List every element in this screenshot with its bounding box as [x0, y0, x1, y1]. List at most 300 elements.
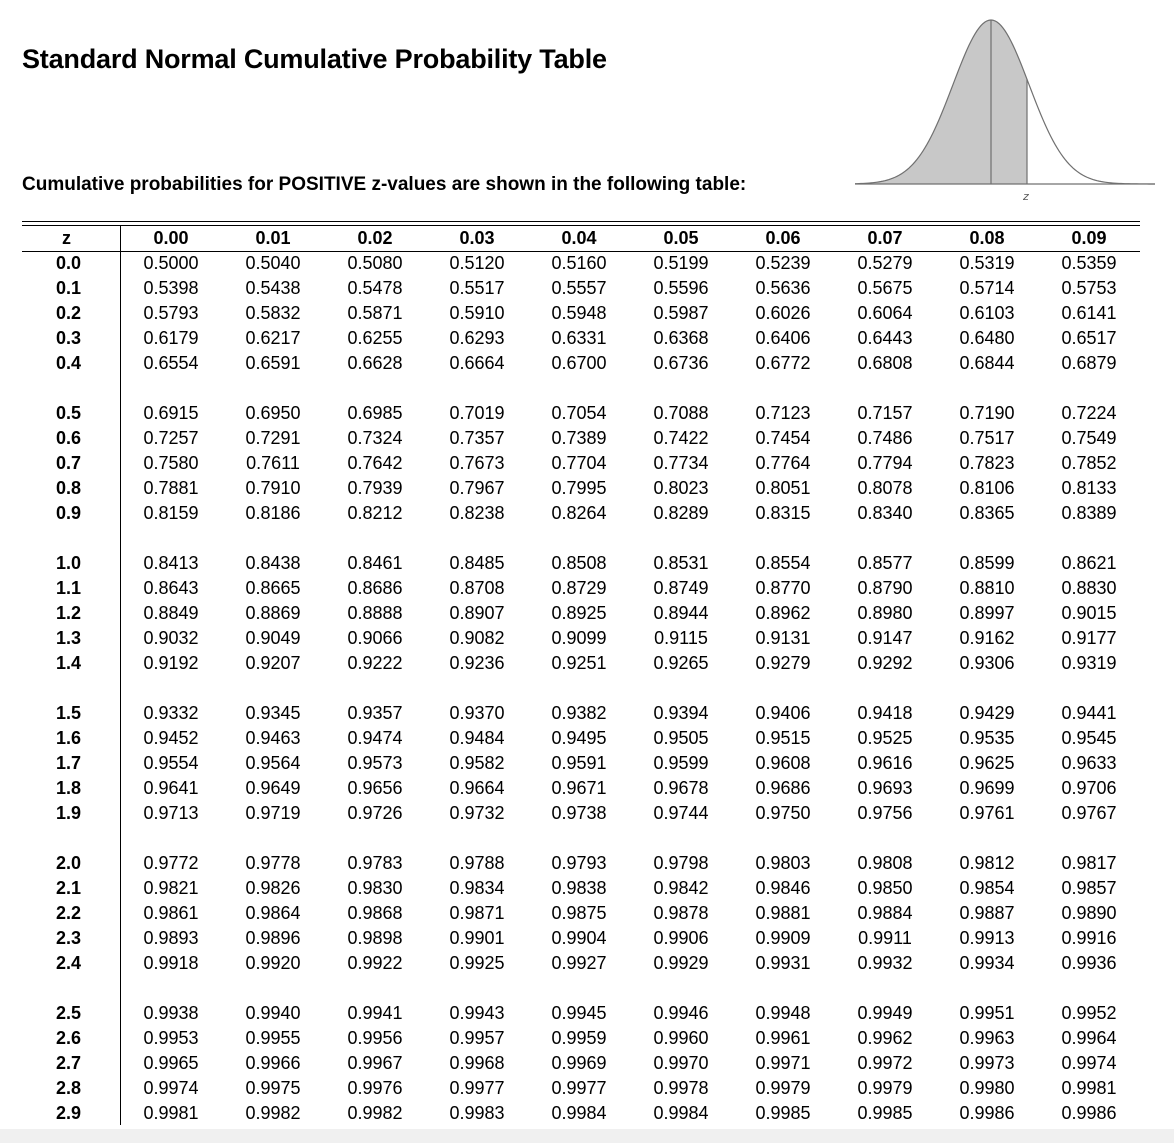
table-row [22, 1076, 1140, 1101]
probability-cell: 0.9406 [755, 703, 811, 723]
probability-cell: 0.9968 [449, 1053, 505, 1073]
probability-cell: 0.9875 [551, 903, 607, 923]
z-value-cell: 0.8 [56, 478, 82, 498]
group-spacer [22, 826, 1140, 851]
probability-cell: 0.5871 [347, 303, 403, 323]
probability-cell: 0.7257 [143, 428, 199, 448]
probability-cell: 0.6331 [551, 328, 607, 348]
probability-cell: 0.9582 [449, 753, 505, 773]
probability-cell: 0.5160 [551, 253, 607, 273]
probability-cell: 0.9884 [857, 903, 913, 923]
header-row [22, 226, 1140, 251]
probability-cell: 0.9957 [449, 1028, 505, 1048]
probability-cell: 0.9345 [245, 703, 301, 723]
probability-cell: 0.5199 [653, 253, 709, 273]
probability-cell: 0.7190 [959, 403, 1015, 423]
probability-cell: 0.9599 [653, 753, 709, 773]
probability-cell: 0.9319 [1061, 653, 1117, 673]
probability-cell: 0.9429 [959, 703, 1015, 723]
probability-cell: 0.9370 [449, 703, 505, 723]
probability-cell: 0.9977 [449, 1078, 505, 1098]
table-row [22, 451, 1140, 476]
probability-cell: 0.8577 [857, 553, 913, 573]
probability-cell: 0.6879 [1061, 353, 1117, 373]
probability-cell: 0.9783 [347, 853, 403, 873]
page-title: Standard Normal Cumulative Probability Table [22, 44, 607, 74]
probability-cell: 0.9761 [959, 803, 1015, 823]
probability-cell: 0.9969 [551, 1053, 607, 1073]
probability-cell: 0.9949 [857, 1003, 913, 1023]
table-row [22, 876, 1140, 901]
probability-cell: 0.7734 [653, 453, 709, 473]
probability-cell: 0.5438 [245, 278, 301, 298]
probability-cell: 0.9817 [1061, 853, 1117, 873]
probability-cell: 0.8790 [857, 578, 913, 598]
probability-cell: 0.9616 [857, 753, 913, 773]
probability-cell: 0.8078 [857, 478, 913, 498]
probability-cell: 0.7517 [959, 428, 1015, 448]
probability-cell: 0.9082 [449, 628, 505, 648]
probability-cell: 0.8340 [857, 503, 913, 523]
probability-cell: 0.8365 [959, 503, 1015, 523]
probability-cell: 0.8461 [347, 553, 403, 573]
probability-cell: 0.6591 [245, 353, 301, 373]
probability-cell: 0.7324 [347, 428, 403, 448]
probability-cell: 0.9525 [857, 728, 913, 748]
probability-cell: 0.9207 [245, 653, 301, 673]
probability-cell: 0.9857 [1061, 878, 1117, 898]
z-value-cell: 0.5 [56, 403, 82, 423]
probability-cell: 0.9015 [1061, 603, 1117, 623]
probability-cell: 0.5753 [1061, 278, 1117, 298]
group-spacer [22, 526, 1140, 551]
probability-cell: 0.9452 [143, 728, 199, 748]
table-subtitle: Cumulative probabilities for POSITIVE z-values are shown in the following table: [22, 174, 747, 195]
probability-cell: 0.9904 [551, 928, 607, 948]
probability-cell: 0.7852 [1061, 453, 1117, 473]
probability-cell: 0.9965 [143, 1053, 199, 1073]
probability-cell: 0.8413 [143, 553, 199, 573]
probability-cell: 0.6179 [143, 328, 199, 348]
probability-cell: 0.8729 [551, 578, 607, 598]
probability-cell: 0.9738 [551, 803, 607, 823]
table-row [22, 351, 1140, 376]
probability-cell: 0.6736 [653, 353, 709, 373]
probability-cell: 0.9932 [857, 953, 913, 973]
probability-cell: 0.8925 [551, 603, 607, 623]
probability-cell: 0.9812 [959, 853, 1015, 873]
probability-cell: 0.9929 [653, 953, 709, 973]
probability-cell: 0.9834 [449, 878, 505, 898]
z-value-cell: 1.0 [56, 553, 82, 573]
probability-cell: 0.9982 [245, 1103, 301, 1123]
probability-cell: 0.6517 [1061, 328, 1117, 348]
z-value-cell: 1.2 [56, 603, 82, 623]
probability-cell: 0.9066 [347, 628, 403, 648]
probability-cell: 0.9984 [653, 1103, 709, 1123]
probability-cell: 0.8980 [857, 603, 913, 623]
probability-cell: 0.6026 [755, 303, 811, 323]
probability-cell: 0.9961 [755, 1028, 811, 1048]
table-row [22, 626, 1140, 651]
probability-cell: 0.9970 [653, 1053, 709, 1073]
table-row [22, 701, 1140, 726]
probability-cell: 0.9986 [1061, 1103, 1117, 1123]
probability-cell: 0.8023 [653, 478, 709, 498]
z-value-cell: 1.6 [56, 728, 82, 748]
probability-cell: 0.9664 [449, 778, 505, 798]
table-row [22, 401, 1140, 426]
probability-cell: 0.9966 [245, 1053, 301, 1073]
probability-cell: 0.9826 [245, 878, 301, 898]
probability-cell: 0.8238 [449, 503, 505, 523]
probability-cell: 0.9767 [1061, 803, 1117, 823]
probability-cell: 0.9821 [143, 878, 199, 898]
probability-cell: 0.9911 [858, 928, 912, 948]
z-value-cell: 0.9 [56, 503, 82, 523]
probability-cell: 0.5080 [347, 253, 403, 273]
probability-cell: 0.9713 [143, 803, 199, 823]
probability-cell: 0.9983 [449, 1103, 505, 1123]
probability-cell: 0.7422 [653, 428, 709, 448]
probability-cell: 0.8264 [551, 503, 607, 523]
z-value-cell: 1.1 [56, 578, 82, 598]
probability-cell: 0.9890 [1061, 903, 1117, 923]
z-value-cell: 1.5 [56, 703, 82, 723]
table-row [22, 651, 1140, 676]
probability-cell: 0.9941 [347, 1003, 403, 1023]
probability-cell: 0.6217 [245, 328, 301, 348]
probability-cell: 0.9115 [654, 628, 708, 648]
probability-cell: 0.9953 [143, 1028, 199, 1048]
probability-cell: 0.9332 [143, 703, 199, 723]
shaded-area [855, 20, 1027, 184]
probability-cell: 0.9920 [245, 953, 301, 973]
probability-cell: 0.9778 [245, 853, 301, 873]
z-value-cell: 0.1 [56, 278, 82, 298]
probability-cell: 0.9881 [755, 903, 811, 923]
probability-cell: 0.7454 [755, 428, 811, 448]
probability-cell: 0.5517 [449, 278, 505, 298]
probability-cell: 0.9979 [857, 1078, 913, 1098]
probability-cell: 0.9049 [245, 628, 301, 648]
probability-cell: 0.9974 [143, 1078, 199, 1098]
probability-cell: 0.6554 [143, 353, 199, 373]
probability-cell: 0.9756 [857, 803, 913, 823]
probability-cell: 0.9032 [143, 628, 199, 648]
probability-cell: 0.9898 [347, 928, 403, 948]
probability-cell: 0.9901 [449, 928, 505, 948]
probability-cell: 0.9945 [551, 1003, 607, 1023]
z-value-cell: 0.0 [56, 253, 82, 273]
probability-cell: 0.8869 [245, 603, 301, 623]
probability-cell: 0.6255 [347, 328, 403, 348]
group-spacer [22, 676, 1140, 701]
probability-cell: 0.9803 [755, 853, 811, 873]
table-row [22, 776, 1140, 801]
probability-cell: 0.6368 [653, 328, 709, 348]
probability-cell: 0.8106 [959, 478, 1015, 498]
probability-cell: 0.8133 [1061, 478, 1117, 498]
probability-cell: 0.8686 [347, 578, 403, 598]
probability-cell: 0.5714 [959, 278, 1015, 298]
probability-cell: 0.7967 [449, 478, 505, 498]
probability-cell: 0.6700 [551, 353, 607, 373]
probability-cell: 0.9913 [959, 928, 1015, 948]
probability-cell: 0.9981 [143, 1103, 199, 1123]
table-row [22, 726, 1140, 751]
table-row [22, 951, 1140, 976]
probability-cell: 0.7357 [449, 428, 505, 448]
group-spacer [22, 376, 1140, 401]
table-row [22, 926, 1140, 951]
z-value-cell: 0.2 [56, 303, 82, 323]
probability-cell: 0.9960 [653, 1028, 709, 1048]
probability-cell: 0.9979 [755, 1078, 811, 1098]
probability-cell: 0.9952 [1061, 1003, 1117, 1023]
probability-cell: 0.8315 [755, 503, 811, 523]
table-row [22, 501, 1140, 526]
probability-cell: 0.9382 [551, 703, 607, 723]
probability-cell: 0.8212 [347, 503, 403, 523]
probability-cell: 0.9909 [755, 928, 811, 948]
probability-cell: 0.5596 [653, 278, 709, 298]
probability-cell: 0.9279 [755, 653, 811, 673]
probability-cell: 0.8770 [755, 578, 811, 598]
probability-cell: 0.9251 [551, 653, 607, 673]
probability-cell: 0.9693 [857, 778, 913, 798]
probability-cell: 0.5398 [143, 278, 199, 298]
probability-cell: 0.8830 [1061, 578, 1117, 598]
probability-cell: 0.9975 [245, 1078, 301, 1098]
probability-cell: 0.5557 [551, 278, 607, 298]
table-row [22, 801, 1140, 826]
probability-cell: 0.5040 [245, 253, 301, 273]
probability-cell: 0.9922 [347, 953, 403, 973]
z-value-cell: 2.9 [56, 1103, 82, 1123]
z-value-cell: 2.5 [56, 1003, 82, 1023]
probability-cell: 0.9564 [245, 753, 301, 773]
probability-cell: 0.8508 [551, 553, 607, 573]
z-value-cell: 2.6 [56, 1028, 82, 1048]
probability-cell: 0.8554 [755, 553, 811, 573]
probability-cell: 0.7642 [347, 453, 403, 473]
probability-cell: 0.9977 [551, 1078, 607, 1098]
probability-cell: 0.6915 [143, 403, 199, 423]
probability-cell: 0.9656 [347, 778, 403, 798]
table-row [22, 251, 1140, 276]
column-header: 0.07 [867, 228, 903, 248]
probability-cell: 0.5948 [551, 303, 607, 323]
probability-cell: 0.9192 [143, 653, 199, 673]
probability-cell: 0.9808 [857, 853, 913, 873]
probability-cell: 0.8051 [755, 478, 811, 498]
table-row [22, 851, 1140, 876]
probability-cell: 0.8810 [959, 578, 1015, 598]
probability-cell: 0.9972 [857, 1053, 913, 1073]
probability-cell: 0.5120 [449, 253, 505, 273]
probability-cell: 0.9699 [959, 778, 1015, 798]
table-row [22, 301, 1140, 326]
probability-cell: 0.9441 [1061, 703, 1117, 723]
probability-cell: 0.8289 [653, 503, 709, 523]
probability-cell: 0.9971 [755, 1053, 811, 1073]
z-value-cell: 1.9 [56, 803, 82, 823]
probability-cell: 0.9964 [1061, 1028, 1117, 1048]
probability-cell: 0.9878 [653, 903, 709, 923]
probability-cell: 0.9131 [755, 628, 811, 648]
table-row [22, 551, 1140, 576]
probability-cell: 0.9943 [449, 1003, 505, 1023]
probability-cell: 0.5987 [653, 303, 709, 323]
probability-cell: 0.9798 [653, 853, 709, 873]
probability-cell: 0.5359 [1061, 253, 1117, 273]
probability-cell: 0.7019 [449, 403, 505, 423]
z-header: z [62, 228, 71, 248]
probability-cell: 0.9861 [143, 903, 199, 923]
probability-cell: 0.9265 [653, 653, 709, 673]
probability-cell: 0.9162 [959, 628, 1015, 648]
probability-cell: 0.9633 [1061, 753, 1117, 773]
probability-cell: 0.8621 [1061, 553, 1117, 573]
probability-cell: 0.8708 [449, 578, 505, 598]
probability-cell: 0.9744 [653, 803, 709, 823]
probability-cell: 0.7549 [1061, 428, 1117, 448]
probability-cell: 0.9793 [551, 853, 607, 873]
normal-curve-figure [855, 12, 1155, 212]
probability-cell: 0.9974 [1061, 1053, 1117, 1073]
probability-cell: 0.8962 [755, 603, 811, 623]
probability-cell: 0.9418 [857, 703, 913, 723]
probability-cell: 0.8907 [449, 603, 505, 623]
probability-cell: 0.7224 [1061, 403, 1117, 423]
probability-cell: 0.9505 [653, 728, 709, 748]
probability-cell: 0.7157 [857, 403, 913, 423]
column-header: 0.08 [969, 228, 1005, 248]
table-row [22, 426, 1140, 451]
probability-cell: 0.9706 [1061, 778, 1117, 798]
probability-cell: 0.9850 [857, 878, 913, 898]
probability-cell: 0.9147 [857, 628, 913, 648]
probability-cell: 0.9925 [449, 953, 505, 973]
probability-cell: 0.7881 [143, 478, 199, 498]
table-top-rule [22, 221, 1140, 222]
probability-cell: 0.7939 [347, 478, 403, 498]
probability-cell: 0.9515 [755, 728, 811, 748]
probability-cell: 0.9846 [755, 878, 811, 898]
probability-cell: 0.8186 [245, 503, 301, 523]
probability-cell: 0.9946 [653, 1003, 709, 1023]
probability-cell: 0.9978 [653, 1078, 709, 1098]
probability-cell: 0.6844 [959, 353, 1015, 373]
probability-cell: 0.9893 [143, 928, 199, 948]
probability-cell: 0.9830 [347, 878, 403, 898]
probability-cell: 0.9973 [959, 1053, 1015, 1073]
z-value-cell: 2.4 [56, 953, 82, 973]
probability-cell: 0.8944 [653, 603, 709, 623]
probability-cell: 0.9236 [449, 653, 505, 673]
probability-cell: 0.5793 [143, 303, 199, 323]
probability-cell: 0.9936 [1061, 953, 1117, 973]
probability-cell: 0.6950 [245, 403, 301, 423]
table-row [22, 601, 1140, 626]
probability-cell: 0.9868 [347, 903, 403, 923]
probability-cell: 0.5279 [857, 253, 913, 273]
probability-cell: 0.9940 [245, 1003, 301, 1023]
z-value-cell: 2.3 [56, 928, 82, 948]
probability-cell: 0.7486 [857, 428, 913, 448]
probability-cell: 0.9838 [551, 878, 607, 898]
probability-cell: 0.9959 [551, 1028, 607, 1048]
probability-cell: 0.9981 [1061, 1078, 1117, 1098]
column-header: 0.04 [561, 228, 597, 248]
probability-cell: 0.9463 [245, 728, 301, 748]
probability-cell: 0.7764 [755, 453, 811, 473]
probability-cell: 0.9394 [653, 703, 709, 723]
group-spacer [22, 976, 1140, 1001]
probability-cell: 0.6664 [449, 353, 505, 373]
probability-cell: 0.9495 [551, 728, 607, 748]
probability-cell: 0.9649 [245, 778, 301, 798]
probability-cell: 0.7673 [449, 453, 505, 473]
probability-cell: 0.9976 [347, 1078, 403, 1098]
probability-cell: 0.7995 [551, 478, 607, 498]
probability-cell: 0.6064 [857, 303, 913, 323]
z-value-cell: 0.4 [56, 353, 82, 373]
probability-cell: 0.9980 [959, 1078, 1015, 1098]
z-value-cell: 0.6 [56, 428, 82, 448]
probability-cell: 0.9984 [551, 1103, 607, 1123]
probability-cell: 0.5675 [857, 278, 913, 298]
bottom-band [0, 1129, 1174, 1143]
probability-cell: 0.9484 [449, 728, 505, 748]
probability-cell: 0.9931 [755, 953, 811, 973]
probability-cell: 0.7054 [551, 403, 607, 423]
probability-cell: 0.7389 [551, 428, 607, 448]
probability-cell: 0.9967 [347, 1053, 403, 1073]
curve-z-label: z [1023, 190, 1029, 203]
probability-cell: 0.5832 [245, 303, 301, 323]
probability-cell: 0.9535 [959, 728, 1015, 748]
z-value-cell: 0.7 [56, 453, 82, 473]
table-row [22, 901, 1140, 926]
probability-cell: 0.8643 [143, 578, 199, 598]
z-value-cell: 2.2 [56, 903, 82, 923]
column-header: 0.05 [663, 228, 699, 248]
table-row [22, 576, 1140, 601]
probability-cell: 0.8665 [245, 578, 301, 598]
z-value-cell: 2.8 [56, 1078, 82, 1098]
probability-cell: 0.9956 [347, 1028, 403, 1048]
probability-cell: 0.9554 [143, 753, 199, 773]
probability-cell: 0.9177 [1061, 628, 1117, 648]
probability-cell: 0.9306 [959, 653, 1015, 673]
probability-cell: 0.8485 [449, 553, 505, 573]
column-header: 0.06 [765, 228, 801, 248]
probability-cell: 0.9963 [959, 1028, 1015, 1048]
probability-cell: 0.9962 [857, 1028, 913, 1048]
probability-cell: 0.7123 [755, 403, 811, 423]
z-value-cell: 1.3 [56, 628, 82, 648]
probability-cell: 0.6103 [959, 303, 1015, 323]
probability-cell: 0.6985 [347, 403, 403, 423]
probability-cell: 0.9573 [347, 753, 403, 773]
probability-cell: 0.6406 [755, 328, 811, 348]
column-header: 0.01 [255, 228, 291, 248]
table-row [22, 326, 1140, 351]
probability-cell: 0.8888 [347, 603, 403, 623]
probability-cell: 0.9726 [347, 803, 403, 823]
